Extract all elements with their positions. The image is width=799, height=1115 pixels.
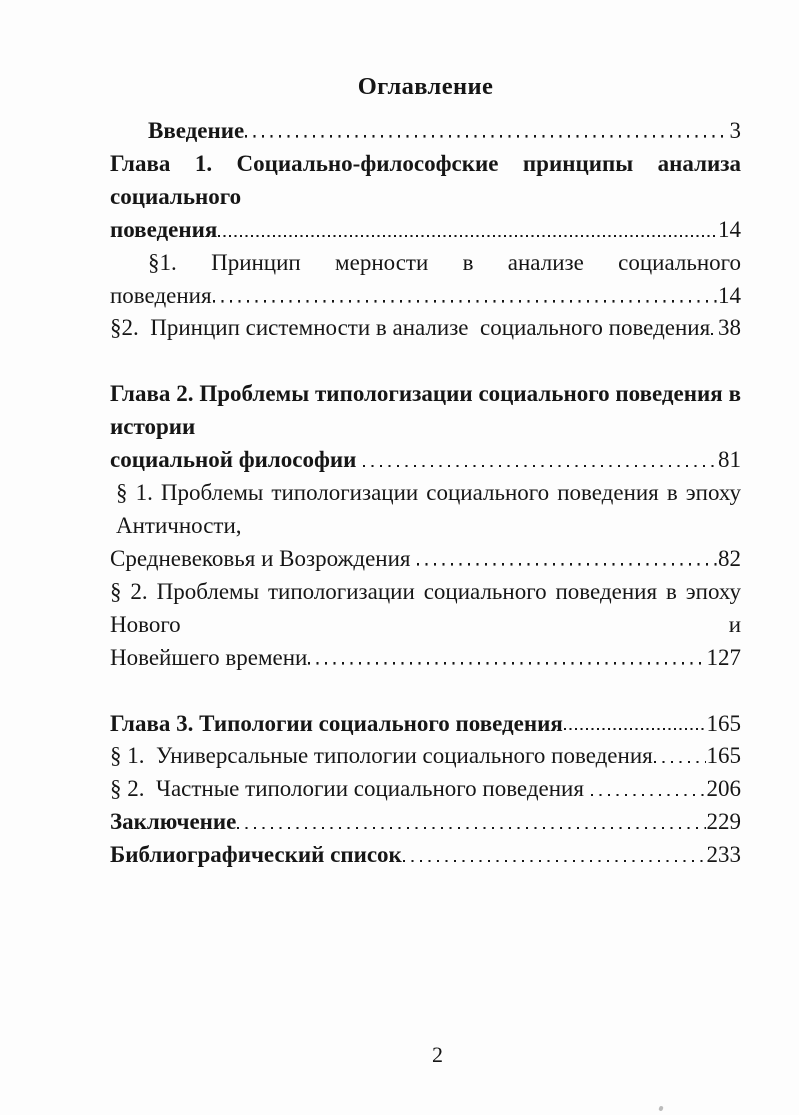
page-number: 2: [432, 1042, 443, 1067]
entry-label: социальной философии: [110, 447, 363, 473]
entry-page-number: 229: [706, 809, 741, 835]
entry-label: Глава 2. Проблемы типологизации социального поведения в истории: [110, 381, 741, 440]
toc-entry-ch1-par1-line2: [110, 280, 741, 313]
entry-label: §2. Принцип системности в анализе социального поведения: [110, 315, 711, 341]
entry-page-number: 233: [706, 842, 741, 868]
entry-page-number: 165: [706, 710, 741, 736]
dot-leader: [403, 857, 706, 862]
toc-entry-ch2-par1-line1: [110, 477, 741, 543]
dot-leader: [308, 660, 705, 665]
toc-entry-ch3-par1: [110, 740, 741, 773]
entry-page-number: 3: [729, 118, 741, 143]
toc-entry-ch2-par2-line1: [110, 576, 741, 642]
scan-artifact: [658, 1105, 663, 1111]
toc-entry-chapter2-line1: [110, 378, 741, 444]
entry-label: поведения: [110, 216, 218, 242]
entry-page-number: 81: [718, 447, 741, 473]
entry-page-number: 14: [718, 216, 741, 242]
entry-page-number: 206: [706, 776, 741, 802]
toc-entry-ch2-par2-line2: [110, 642, 741, 675]
entry-page-number: 82: [718, 545, 741, 571]
dot-leader: [654, 758, 706, 763]
entry-label: поведения: [110, 282, 212, 308]
entry-label: Глава 3. Типологии социального поведения: [110, 710, 563, 736]
toc-entry-introduction: [110, 115, 741, 148]
dot-leader: [417, 561, 717, 566]
page-title: Оглавление: [357, 73, 494, 100]
dot-leader: [245, 133, 728, 138]
entry-page-number: 127: [706, 644, 741, 670]
toc-entry-chapter2-line2: [110, 444, 741, 477]
toc-entry-ch1-par2: [110, 312, 741, 345]
toc-entry-ch1-par1-line1: [110, 247, 741, 280]
entry-label: § 2. Проблемы типологизации социального поведения в эпоху Нового и: [110, 578, 741, 637]
entry-label: Библиографический список: [110, 842, 402, 868]
dot-leader: [591, 791, 706, 796]
entry-label: §1. Принцип мерности в анализе социального: [148, 249, 741, 275]
entry-label: Заключение: [110, 809, 237, 835]
entry-label: Новейшего времени: [110, 644, 308, 670]
toc-entry-ch3-par2: [110, 773, 741, 806]
dot-leader: [363, 462, 717, 467]
entry-label: § 2. Частные типологии социального поведения: [110, 776, 590, 802]
dot-leader: [237, 824, 705, 829]
entry-page-number: 38: [718, 315, 741, 341]
toc-entry-conclusion: [110, 806, 741, 839]
entry-page-number: 165: [706, 743, 741, 769]
entry-label: Средневековья и Возрождения: [110, 545, 417, 571]
entry-label: § 1. Проблемы типологизации социального поведения в эпоху Античности,: [116, 480, 741, 538]
toc-content: [110, 72, 741, 872]
table-of-contents: [110, 115, 741, 872]
entry-label: Введение: [148, 118, 245, 143]
dot-leader: [218, 232, 717, 237]
dot-leader: [564, 726, 706, 731]
entry-label: § 1. Универсальные типологии социального поведения: [110, 743, 653, 769]
toc-entry-bibliography: [110, 839, 741, 872]
dot-leader: [711, 330, 717, 335]
toc-entry-chapter3: [110, 708, 741, 741]
toc-entry-chapter1-line2: [110, 214, 741, 247]
entry-page-number: 14: [718, 282, 741, 308]
dot-leader: [213, 298, 717, 303]
toc-entry-ch2-par1-line2: [110, 543, 741, 576]
toc-entry-chapter1-line1: [110, 148, 741, 214]
entry-label: Глава 1. Социально-философские принципы анализа социального: [110, 150, 741, 209]
